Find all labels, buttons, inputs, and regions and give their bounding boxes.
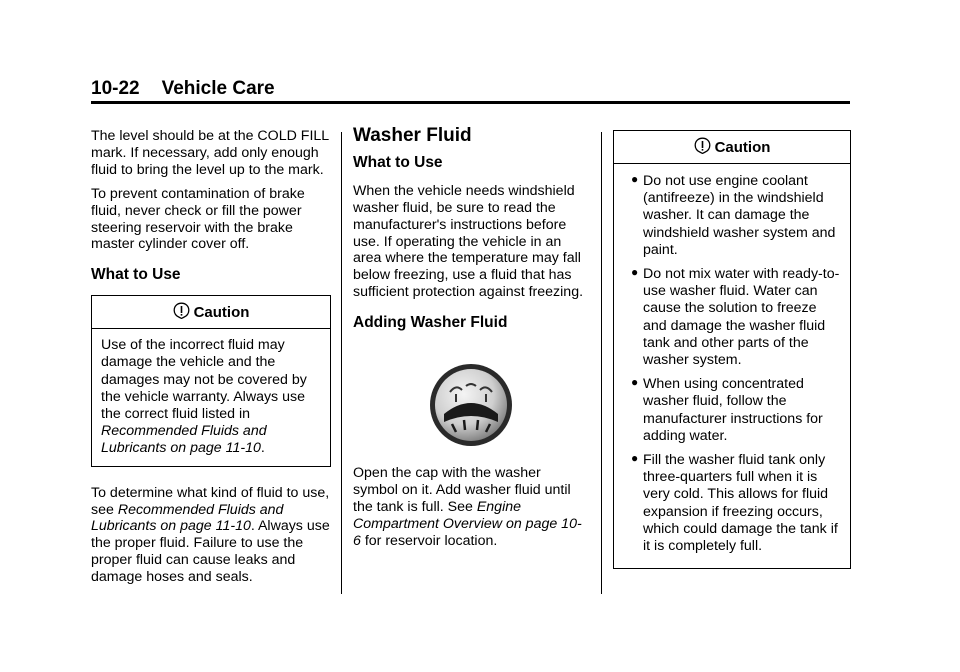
paragraph-contamination: To prevent contamination of brake fluid, never check or fill the power steering reservoir with the brake master cylinder cover off.	[91, 185, 305, 253]
list-item	[624, 452, 840, 555]
column-middle	[353, 125, 589, 557]
warning-icon	[694, 133, 711, 167]
column-left	[91, 128, 331, 593]
list-item	[624, 376, 840, 445]
page-header	[91, 78, 275, 100]
column-right	[613, 128, 851, 587]
caution-bullet-list	[624, 173, 840, 555]
caution-reference: Recommended Fluids and Lubricants on page 11-10	[101, 423, 267, 457]
caution-header-washer	[614, 131, 850, 164]
column-divider-2	[601, 132, 602, 594]
bullet-icon: ●	[631, 265, 639, 280]
para3-reference: Recommended Fluids and Lubricants on page 11-10	[91, 501, 284, 535]
washer-fluid-symbol-icon	[428, 436, 514, 452]
paragraph-cold-fill: The level should be at the COLD FILL mark. If necessary, add only enough fluid to bring the level up to the mark.	[91, 128, 329, 178]
bullet-icon: ●	[631, 172, 639, 186]
heading-what-to-use: What to Use	[91, 266, 181, 284]
caution-body	[92, 329, 330, 465]
section-heading-washer-fluid: Washer Fluid	[353, 125, 472, 146]
list-item	[624, 266, 840, 369]
bullet-text: Do not use engine coolant (antifreeze) in the windshield washer. It can damage the windshield washer system and paint.	[643, 173, 836, 258]
bullet-text: Do not mix water with ready-to-use washer fluid. Water can cause the solution to freeze and damage the washer fluid tank and other parts of the washer system.	[643, 266, 840, 369]
para2-reference: Engine Compartment Overview on page 10-6	[353, 498, 582, 549]
page-number: 10-22	[91, 78, 140, 99]
caution-body-washer	[614, 164, 850, 568]
column-divider-1	[341, 132, 342, 594]
header-rule	[91, 101, 850, 104]
caution-title-washer: Caution	[714, 139, 771, 156]
caution-text: Use of the incorrect fluid may damage the vehicle and the damages may not be covered by the vehicle warranty. Always use the correct fluid listed in	[101, 337, 307, 423]
para2-pre: Open the cap with the washer symbol on it. Add washer fluid until the tank is full. See	[353, 464, 571, 515]
warning-icon	[173, 298, 190, 332]
bullet-text: When using concentrated washer fluid, follow the manufacturer instructions for adding water.	[643, 376, 823, 444]
paragraph-determine-fluid	[91, 485, 331, 586]
washer-symbol-figure	[353, 362, 589, 453]
heading-adding-washer-fluid: Adding Washer Fluid	[353, 314, 508, 332]
caution-ref-end: .	[260, 440, 265, 457]
para3-post: . Always use the proper fluid. Failure to use the proper fluid can cause leaks and damage hoses and seals.	[91, 518, 330, 586]
bullet-text: Fill the washer fluid tank only three-quarters full when it is very cold. This allows for fluid expansion if freezing occurs, which could damage the tank if it is completely full.	[643, 452, 838, 555]
list-item	[624, 173, 840, 259]
para3-pre: To determine what kind of fluid to use, see	[91, 484, 330, 518]
bullet-icon: ●	[631, 451, 639, 466]
caution-box-washer	[613, 130, 851, 569]
bullet-icon: ●	[631, 375, 639, 390]
para2-post: for reservoir location.	[360, 532, 498, 549]
section-title: Vehicle Care	[161, 78, 275, 99]
paragraph-open-cap	[353, 465, 589, 550]
caution-box	[91, 295, 331, 466]
heading-what-to-use-washer: What to Use	[353, 153, 443, 171]
caution-title: Caution	[193, 304, 250, 322]
paragraph-washer-needs: When the vehicle needs windshield washer fluid, be sure to read the manufacturer's instructions before use. If operating the vehicle in an area where the temperature may fall below freezing, use a fluid that has sufficient protection against freezing.	[353, 182, 584, 301]
caution-header	[92, 296, 330, 329]
